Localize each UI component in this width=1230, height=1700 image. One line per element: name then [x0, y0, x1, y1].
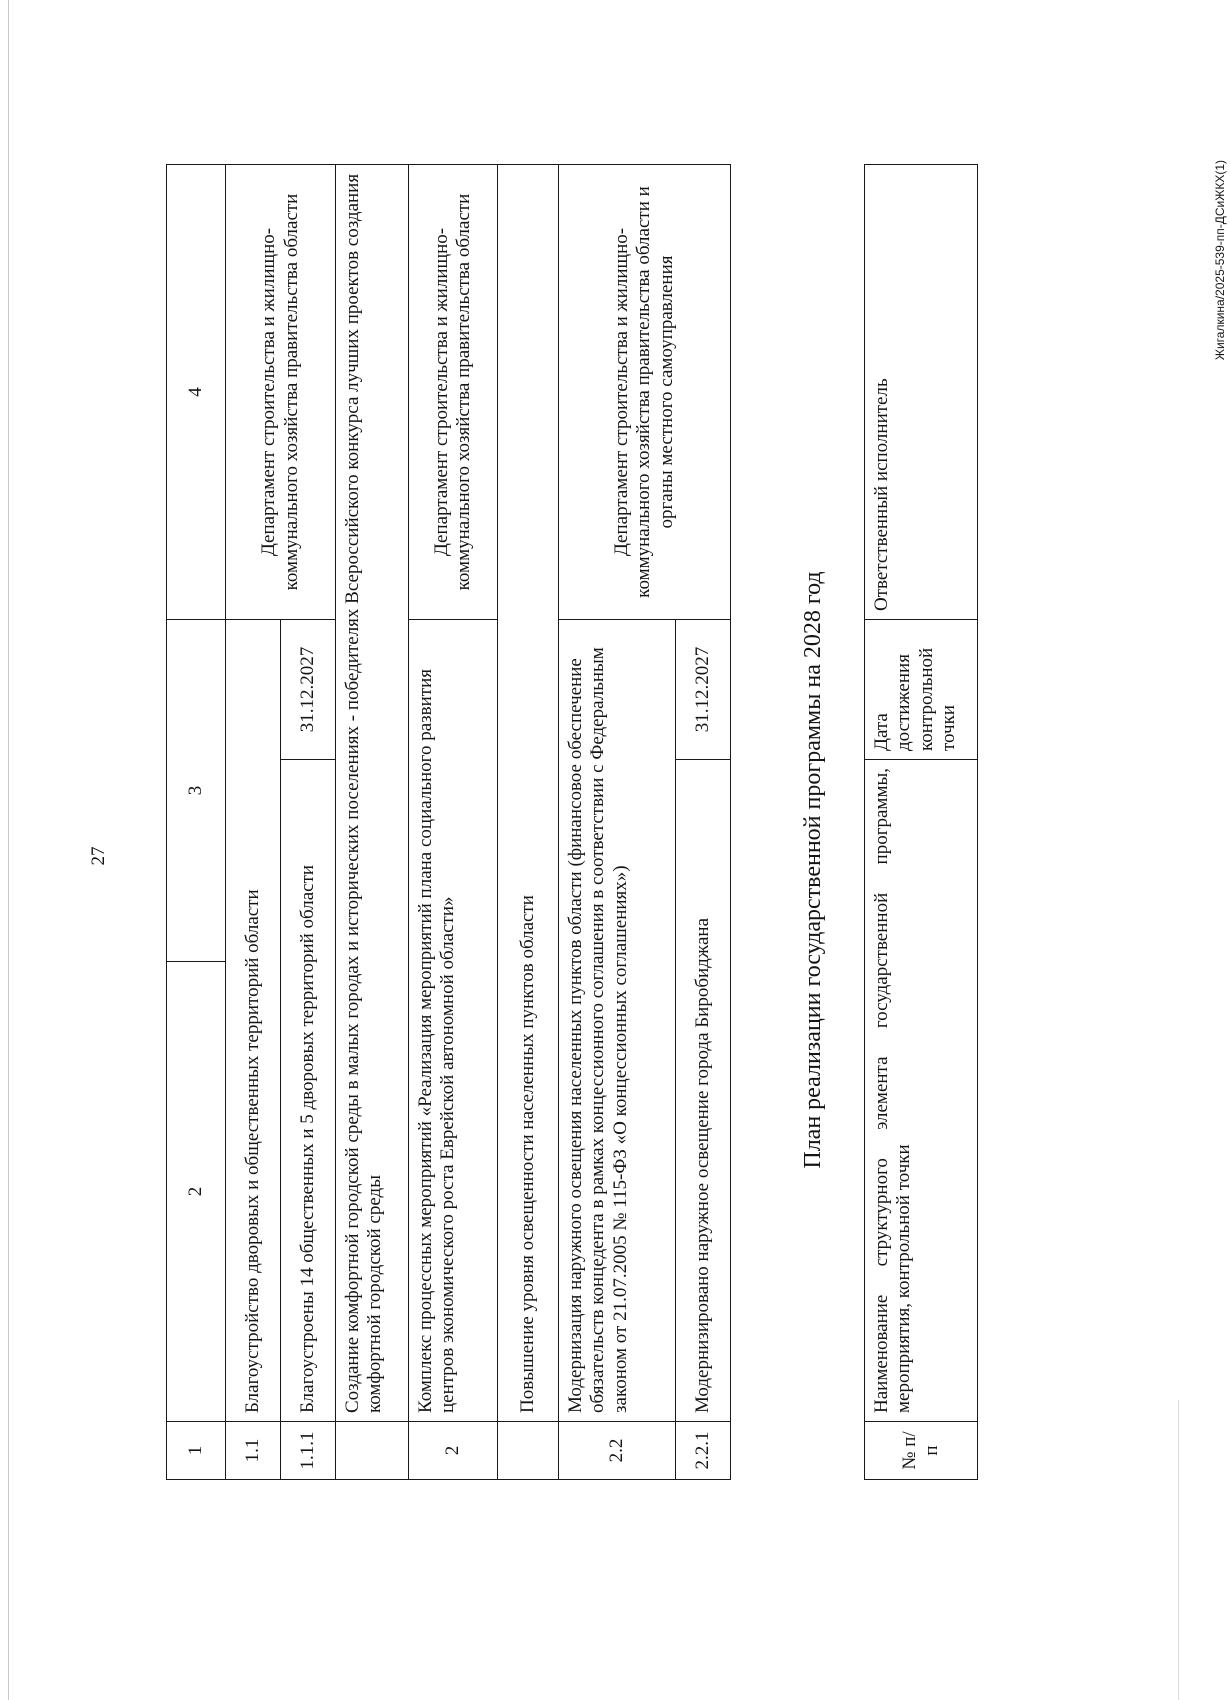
row-name: Модернизировано наружное освещение города Биробиджана — [676, 760, 731, 1422]
plan-header-number: № п/п — [865, 1422, 978, 1480]
table-row-task — [498, 165, 559, 1480]
program-table — [166, 164, 731, 1480]
plan-header-row — [865, 165, 978, 1480]
task-text: Повышение уровня освещенности населенных пунктов области — [498, 165, 559, 1422]
plan-header-executor: Ответственный исполнитель — [865, 165, 978, 620]
header-cell-3: 3 — [167, 620, 226, 962]
table-header-row — [167, 165, 226, 1480]
row-number: 2.2.1 — [676, 1422, 731, 1480]
row-name: Благоустроены 14 общественных и 5 дворовых территорий области — [281, 760, 336, 1422]
scan-edge-line — [8, 0, 9, 1700]
header-cell-4: 4 — [167, 165, 226, 620]
plan-section-title: План реализации государственной программы на 2028 год — [800, 571, 826, 1169]
header-cell-2: 2 — [167, 962, 226, 1422]
row-date: 31.12.2027 — [676, 620, 731, 760]
plan-header-name: Наименование структурного элемента государственной программы, мероприятия, контрольной точки — [865, 760, 978, 1422]
row-number: 1.1.1 — [281, 1422, 336, 1480]
row-executor: Департамент строительства и жилищно-коммунального хозяйства правительства области — [409, 165, 498, 620]
row-number: 1.1 — [226, 1422, 281, 1480]
page-number: 27 — [88, 846, 109, 866]
header-cell-1: 1 — [167, 1422, 226, 1480]
row-number: 2.2 — [559, 1422, 676, 1480]
document-code: Жигалкина/2025-539-пп-ДСиЖКХ(1) — [1213, 160, 1227, 361]
empty-number-cell — [498, 1422, 559, 1480]
row-executor: Департамент строительства и жилищно-коммунального хозяйства правительства области — [226, 165, 336, 620]
row-number: 2 — [409, 1422, 498, 1480]
table-row — [409, 165, 498, 1480]
plan-table — [864, 164, 978, 1480]
row-name: Модернизация наружного освещения населенных пунктов области (финансовое обеспечение обязательств концедента в рамках концессионного соглашения в соответствии с Федеральным законом от 21.07.2005 № 115-ФЗ «О концессионных соглашениях») — [559, 620, 676, 1422]
row-date: 31.12.2027 — [281, 620, 336, 760]
plan-header-date: Дата достижения контрольной точки — [865, 620, 978, 760]
rotated-page-content — [150, 155, 1230, 1585]
empty-number-cell — [336, 1422, 409, 1480]
table-row — [226, 165, 281, 1480]
row-name: Комплекс процессных мероприятий «Реализация мероприятий плана социального развития центров экономического роста Еврейской автономной области» — [409, 620, 498, 1422]
table-row — [559, 165, 676, 1480]
row-name: Благоустройство дворовых и общественных территорий области — [226, 620, 281, 1422]
row-executor: Департамент строительства и жилищно-коммунального хозяйства правительства области и органы местного самоуправления — [559, 165, 731, 620]
table-row-task — [336, 165, 409, 1480]
task-text: Создание комфортной городской среды в малых городах и исторических поселениях - победителях Всероссийского конкурса лучших проектов создания комфортной городской среды — [336, 165, 409, 1422]
